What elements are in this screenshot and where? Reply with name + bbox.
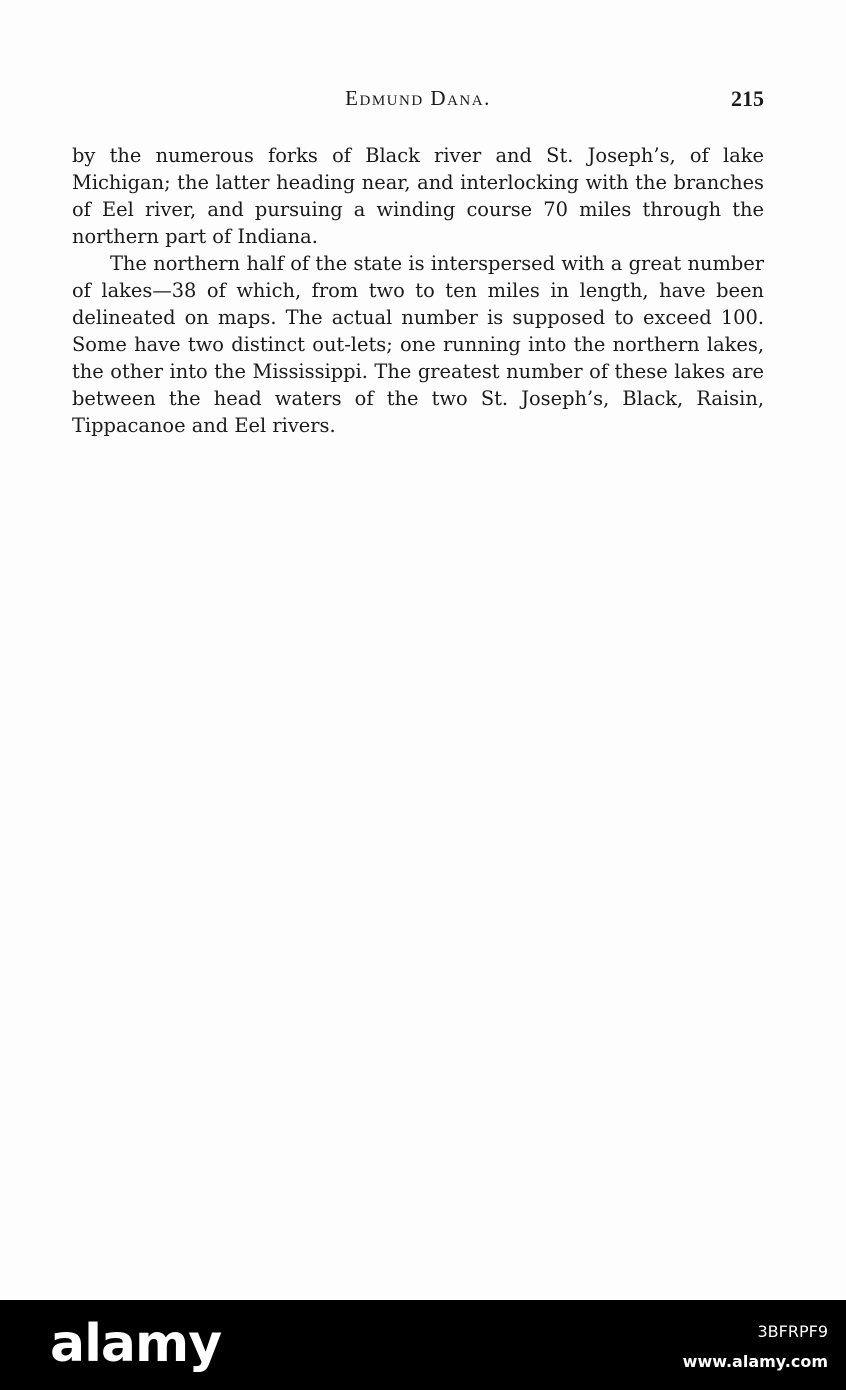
watermark-footer	[0, 1300, 846, 1390]
page-header	[72, 86, 764, 116]
page-number: 215	[731, 86, 764, 111]
body-text	[72, 142, 764, 439]
image-id: 3BFRPF9	[757, 1322, 828, 1341]
paragraph-2: The northern half of the state is interspersed with a great number of lakes—38 of which, from two to ten miles in length, have been delineated on maps. The actual number is supposed to exceed 100. Some have two distinct out-lets; one running into the northern lakes, the other into the Mississippi. The greatest number of these lakes are between the head waters of the two St. Joseph’s, Black, Raisin, Tippacanoe and Eel rivers.	[72, 252, 764, 437]
site-url: www.alamy.com	[682, 1352, 828, 1371]
running-title: Edmund Dana.	[345, 86, 491, 110]
paragraph-1: by the numerous forks of Black river and St. Joseph’s, of lake Michigan; the latter heading near, and interlocking with the branches of Eel river, and pursuing a winding course 70 miles through the northern part of Indiana.	[72, 144, 764, 248]
brand-logo: alamy	[50, 1314, 222, 1374]
